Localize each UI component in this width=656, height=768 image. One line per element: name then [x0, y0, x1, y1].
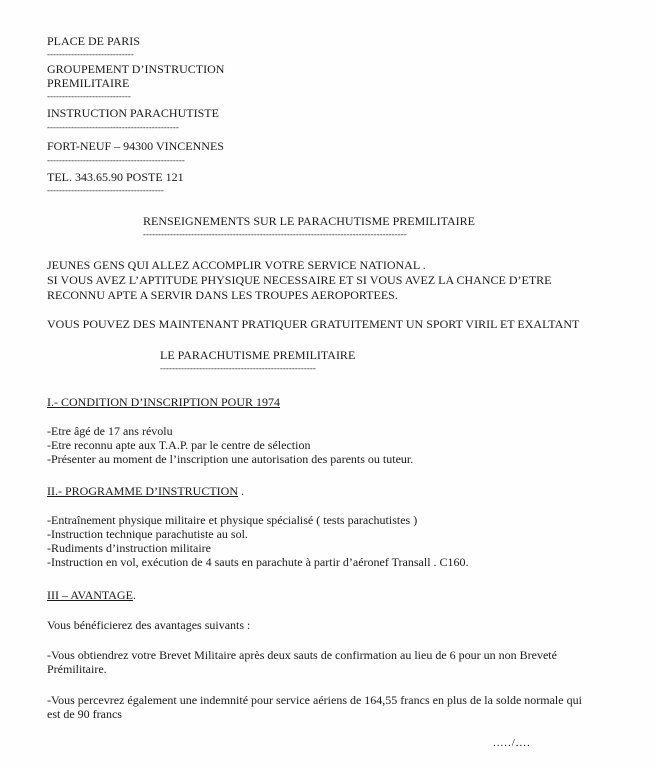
section2-item: -Instruction technique parachutiste au sol. — [47, 527, 248, 541]
section2-item: -Instruction en vol, exécution de 4 sauts en parachute à partir d’aéronef Transall . C160. — [47, 555, 469, 569]
section1-item: -Etre âgé de 17 ans révolu — [47, 424, 173, 438]
section2-heading-row — [47, 484, 244, 498]
section1-heading: I.- CONDITION D’INSCRIPTION POUR 1974 — [47, 395, 280, 409]
section3-item-line: -Vous obtiendrez votre Brevet Militaire après deux sauts de confirmation au lieu de 6 pour un non Breveté — [47, 648, 557, 662]
intro-pitch: VOUS POUVEZ DES MAINTENANT PRATIQUER GRATUITEMENT UN SPORT VIRIL ET EXALTANT — [47, 317, 580, 331]
section2-item: -Entraînement physique militaire et physique spécialisé ( tests parachutistes ) — [47, 513, 418, 527]
section3-item-line: est de 90 francs — [47, 707, 122, 721]
header-separator: ---------------------------------------------- — [47, 155, 185, 165]
header-line-instruction: INSTRUCTION PARACHUTISTE — [47, 106, 219, 120]
header-separator: ----------------------------- — [47, 49, 134, 59]
intro-line: RECONNU APTE A SERVIR DANS LES TROUPES AEROPORTEES. — [47, 288, 398, 302]
section2-heading: II.- PROGRAMME D’INSTRUCTION — [47, 484, 238, 498]
header-separator: ---------------------------- — [47, 91, 131, 101]
intro-line: JEUNES GENS QUI ALLEZ ACCOMPLIR VOTRE SERVICE NATIONAL . — [47, 258, 426, 272]
header-separator: --------------------------------------- — [47, 185, 164, 195]
header-separator: -------------------------------------------- — [47, 122, 179, 132]
section3-heading-row — [47, 588, 136, 602]
subtitle-underline: ---------------------------------------------------- — [160, 363, 316, 373]
document-title: RENSEIGNEMENTS SUR LE PARACHUTISME PREMILITAIRE — [143, 214, 475, 228]
section2-item: -Rudiments d’instruction militaire — [47, 541, 211, 555]
page-continuation-mark: ...../.... — [493, 737, 531, 749]
subtitle: LE PARACHUTISME PREMILITAIRE — [160, 348, 356, 362]
header-line-premilitaire: PREMILITAIRE — [47, 76, 130, 90]
section3-item-line: -Vous percevrez également une indemnité pour service aériens de 164,55 francs en plus de la solde normale qui — [47, 693, 582, 707]
section3-heading: III – AVANTAGE — [47, 588, 133, 602]
section3-lead: Vous bénéficierez des avantages suivants : — [47, 618, 251, 632]
section3-heading-suffix: . — [132, 588, 136, 602]
header-line-telephone: TEL. 343.65.90 POSTE 121 — [47, 170, 184, 184]
header-line-place: PLACE DE PARIS — [47, 34, 140, 48]
section2-heading-suffix: . — [238, 484, 244, 498]
intro-line: SI VOUS AVEZ L’APTITUDE PHYSIQUE NECESSAIRE ET SI VOUS AVEZ LA CHANCE D’ETRE — [47, 273, 552, 287]
header-line-address: FORT-NEUF – 94300 VINCENNES — [47, 139, 224, 153]
section1-item: -Etre reconnu apte aux T.A.P. par le centre de sélection — [47, 438, 311, 452]
title-underline: ---------------------------------------------------------------------------------------- — [143, 229, 407, 239]
section1-item: -Présenter au moment de l’inscription une autorisation des parents ou tuteur. — [47, 452, 414, 466]
section3-item-line: Prémilitaire. — [47, 662, 107, 676]
header-line-groupement: GROUPEMENT D’INSTRUCTION — [47, 62, 225, 76]
